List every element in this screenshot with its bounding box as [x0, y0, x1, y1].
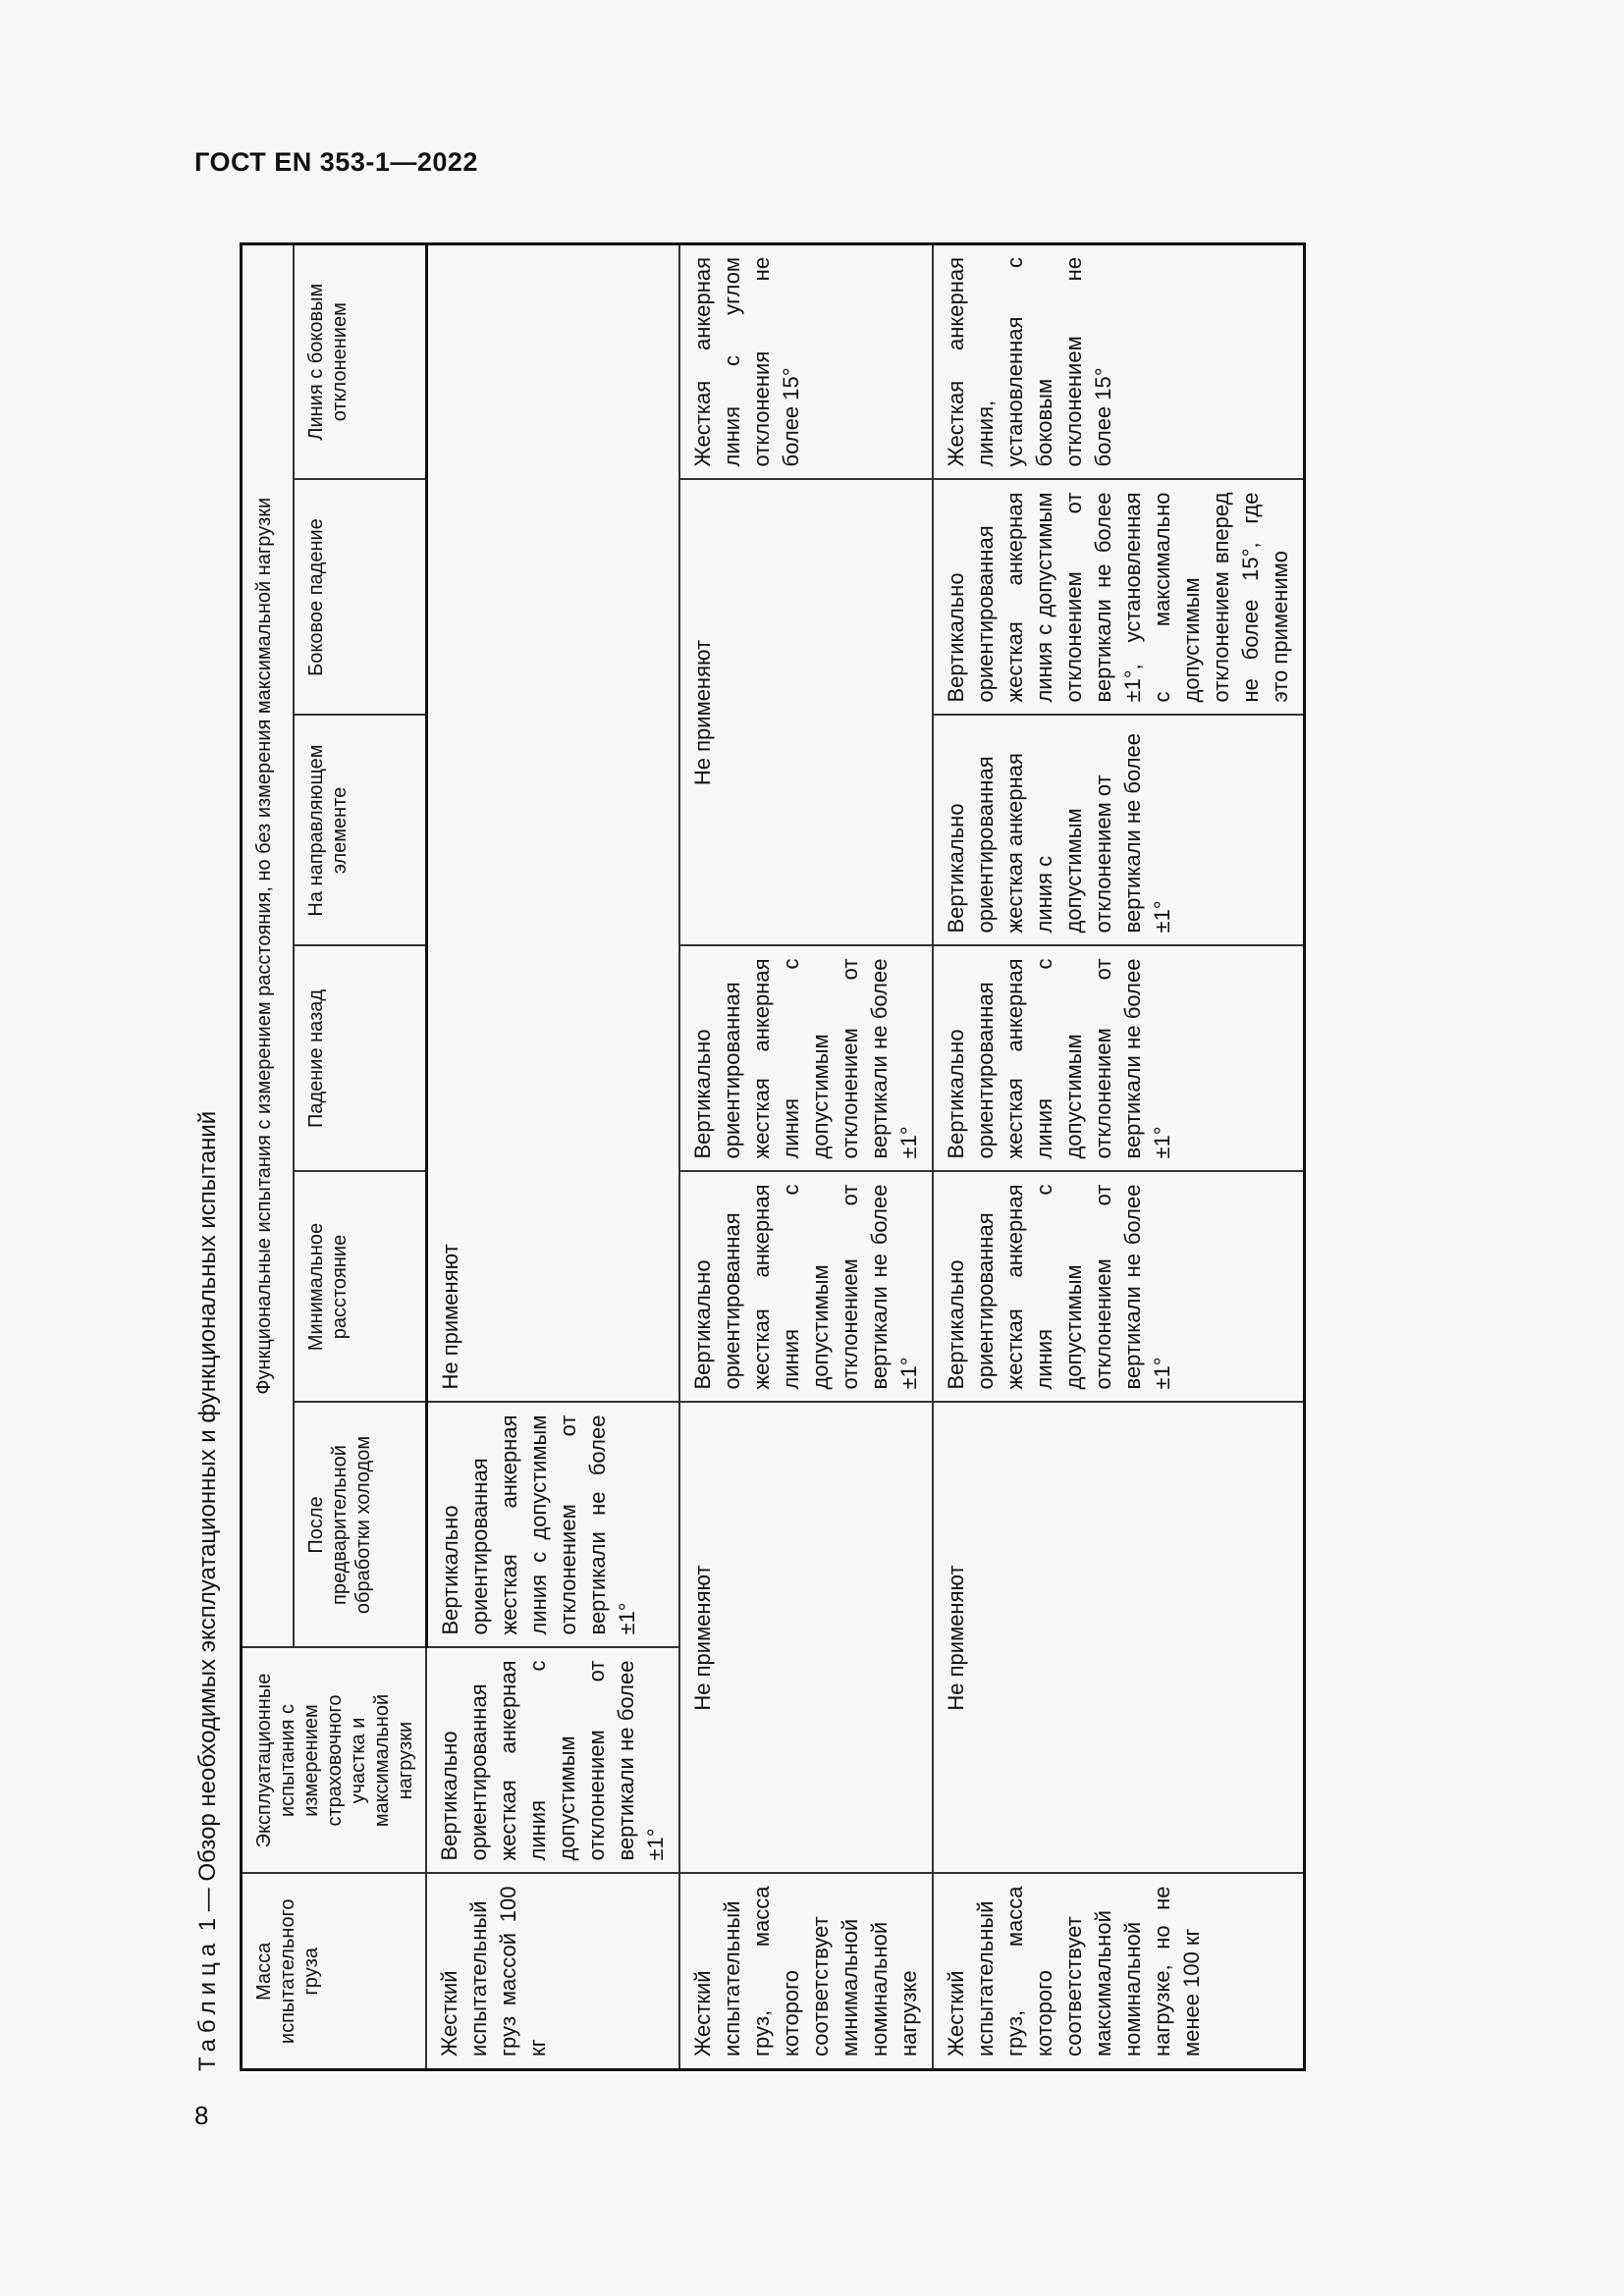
cell-on-guide: Вертикально ориентированная жесткая анкерная линия с допустимым отклонением от вертикали не более ±1°	[933, 716, 1305, 946]
cell-mass: Жесткий испытательный груз массой 100 кг	[426, 1874, 679, 2070]
cell-op-cold-merged: Не применяют	[933, 1403, 1305, 1874]
header-fall-back: Падение назад	[294, 946, 426, 1172]
cell-fall-back: Вертикально ориентированная жесткая анкерная линия с допустимым отклонением от вертикали не более ±1°	[679, 946, 933, 1172]
table-caption	[194, 1111, 236, 2071]
page-number: 8	[194, 2101, 209, 2130]
header-functional: Функциональные испытания с измерением расстояния, но без измерения максимальной нагрузки	[242, 243, 295, 1647]
cell-op-cold-merged: Не применяют	[679, 1403, 933, 1874]
cell-guide-side-merged: Не применяют	[679, 480, 933, 946]
header-cold: После предварительной обработки холодом	[294, 1403, 426, 1648]
cell-side-line: Жесткая анкерная линия с углом отклонения не более 15°	[679, 243, 933, 479]
cell-operational: Вертикально ориентированная жесткая анкерная линия с допустимым отклонением от вертикали не более ±1°	[426, 1648, 679, 1874]
cell-fall-back: Вертикально ориентированная жесткая анкерная линия с допустимым отклонением от вертикали не более ±1°	[933, 946, 1305, 1172]
table-row	[933, 243, 1305, 2069]
caption-text: 1 — Обзор необходимых эксплуатационных и функциональных испытаний	[194, 1110, 221, 1938]
header-min-distance: Минимальное расстояние	[294, 1172, 426, 1403]
cell-mass: Жесткий испытательный груз, масса которого соответствует максимальной номинальной нагрузке, но не менее 100 кг	[933, 1874, 1305, 2070]
cell-side-line: Жесткая анкерная линия, установленная с боковым отклонением не более 15°	[933, 243, 1305, 479]
header-on-guide: На направляющем элементе	[294, 716, 426, 946]
table-row	[426, 243, 679, 2069]
header-operational: Эксплуатационные испытания с измерением страховочного участка и максимальной нагрузки	[242, 1648, 427, 1874]
header-mass: Масса испытательного груза	[242, 1874, 427, 2070]
document-header: ГОСТ EN 353-1—2022	[194, 147, 478, 177]
rotated-table-block	[194, 245, 1292, 2071]
cell-min-distance: Вертикально ориентированная жесткая анкерная линия с допустимым отклонением от вертикали не более ±1°	[679, 1172, 933, 1403]
cell-min-distance: Вертикально ориентированная жесткая анкерная линия с допустимым отклонением от вертикали не более ±1°	[933, 1172, 1305, 1403]
cell-side-fall: Вертикально ориентированная жесткая анкерная линия с допустимым отклонением от вертикали не более ±1°, установленная с максимально допустимым отклонением вперед не более 15°, где это применимо	[933, 480, 1305, 716]
header-side-fall: Боковое падение	[294, 480, 426, 716]
cell-cold: Вертикально ориентированная жесткая анкерная линия с допустимым отклонением от вертикали не более ±1°	[426, 1403, 679, 1648]
cell-functional-merged: Не применяют	[426, 243, 679, 1402]
table-row	[679, 243, 933, 2069]
header-side-line: Линия с боковым отклонением	[294, 243, 426, 479]
cell-mass: Жесткий испытательный груз, масса которого соответствует минимальной номинальной нагрузке	[679, 1874, 933, 2070]
caption-word: Таблица	[194, 1937, 221, 2071]
overview-table	[240, 242, 1306, 2071]
